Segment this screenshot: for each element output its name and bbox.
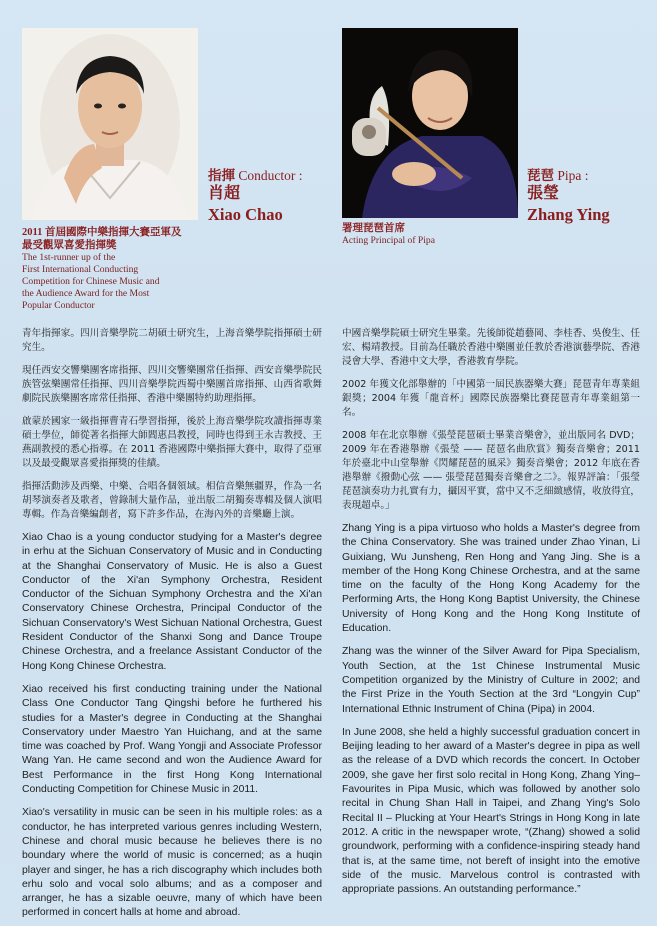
zhang-role-zh: 琵琶 xyxy=(527,168,554,183)
xiao-chao-portrait xyxy=(22,28,198,220)
xiao-caption-en-4: the Audience Award for the Most xyxy=(22,288,150,299)
zhang-role-line xyxy=(527,164,610,184)
xiao-caption-en-3: Competition for Chinese Music and xyxy=(22,276,160,287)
zhang-position-caption xyxy=(342,222,542,247)
zhang-bio-en-3: In June 2008, she held a highly successful graduation concert in Beijing leading to her award of a Master's degree in pipa as well as the release of a DVD which records the concert. In October 2009, she gave her first solo recital in Hong Kong, Zhang Ying–Favourites in Pipa Music, which was followed by another solo recital in Chung Shan Hall in Taipei, and Zhang Ying's Solo Recital II – Plucking at Your Heart's Strings in Hong Kong in late 2012. A critic in the newspaper wrote, “(Zhang) showed a solid groundwork, performing with a confidence-inspiring steady hand that is, at the same time, not bereft of insight into the emotive side of the music. Marvelous control is contrasted with appropriate passions. An outstanding performance.” xyxy=(342,726,640,896)
zhang-bio-zh-3: 2008 年在北京舉辦《張瑩琵琶碩士畢業音樂會》，並出版同名 DVD；2009 年在香港舉辦《張瑩 —— 琵琶名曲欣賞》獨奏音樂會；2011 年於臺北中山堂舉辦《閃耀琵琶的風采》獨奏音樂會；2012 年底在香港舉辦《撥動心弦 —— 張瑩琵琶獨奏音樂會之二》。報界評論：「張瑩琵琶演奏功力扎實有力，攝因平實，當中又不乏細緻感情，收放得宜，表現超卓。」 xyxy=(342,430,640,511)
xiao-chao-portrait-image xyxy=(22,28,198,220)
xiao-role-zh: 指揮 xyxy=(208,168,235,183)
xiao-bio-zh-1: 青年指揮家。四川音樂學院二胡碩士研究生，上海音樂學院指揮碩士研究生。 xyxy=(22,328,322,353)
xiao-role-line xyxy=(208,164,303,184)
zhang-ying-role-block xyxy=(527,164,610,226)
zhang-caption-zh-1: 署理琵琶首席 xyxy=(342,223,405,234)
zhang-bio-zh-1: 中國音樂學院碩士研究生畢業。先後師從趙藝岡、李桂香、吳俊生、任宏、楊靖教授。目前為任職於香港中樂團並任教於香港演藝學院、香港浸會大學、香港中文大學，香港教育學院。 xyxy=(342,328,640,367)
xiao-role-en: Conductor : xyxy=(238,168,303,183)
zhang-role-en: Pipa : xyxy=(557,168,589,183)
xiao-bio-en-2: Xiao received his first conducting training under the National Class One Conductor Tang Qingshi before he furthered his studies for a Master's degree in Conducting at the Shanghai Conservatory under Maestro Yan Huichang, and at the same time was coached by Prof. Wang Yongji and Associate Professor Wang Yan. He came second and won the Audience Award for Best Performance in the first Hong Kong International Conducting Competition for Chinese Music in 2011. xyxy=(22,683,322,796)
xiao-name-zh: 肖超 xyxy=(208,185,241,202)
xiao-bio-en-1: Xiao Chao is a young conductor studying for a Master's degree in erhu at the Sichuan Conservatory of Music and in Conducting at the Shanghai Conservatory of Music. He is also a Guest Conductor of the Xi'an Symphony Orchestra, Resident Conductor of the Sichuan Symphony Orchestra and the Xi'an Conservatory Chinese Orchestra, Principal Conductor of the Sichuan Conservatory's West Sichuan National Orchestra, Guest Resident Conductor of the Shanxi Song and Dance Troupe Chinese Orchestra, and a freelance Assistant Conductor of the Hong Kong Chinese Orchestra. xyxy=(22,532,322,672)
xiao-caption-en-1: The 1st-runner up of the xyxy=(22,252,116,263)
zhang-bio-en-2: Zhang was the winner of the Silver Award for Pipa Specialism, Youth Section, at the 1st Chinese Instrumental Music Competition organized by the Ministry of Culture in 2002; and the First Prize in the Youth Section at the 3rd “Longyin Cup” International Ethnic Instrument of China (Pipa) in 2004. xyxy=(342,646,640,715)
xiao-name-en: Xiao Chao xyxy=(208,205,283,224)
xiao-bio-zh-3: 啟蒙於國家一級指揮曹青石學習指揮，後於上海音樂學院攻讀指揮專業碩士學位，師從著名指揮大師閻惠昌教授，同時也得到王永吉教授、王燕副教授的悉心指導。在 2011 香港國際中樂指揮大賽中，取得了亞軍以及最受觀眾喜愛指揮獎的佳績。 xyxy=(22,416,322,469)
xiao-bio-zh-2: 現任西安交響樂團客席指揮、四川交響樂團常任指揮、西安音樂學院民族管弦樂團常任指揮、四川音樂學院西蜀中樂團首席指揮、山西省歌舞劇院民族樂團客席常任指揮、香港中樂團特約助理指揮。 xyxy=(22,365,322,404)
xiao-award-caption xyxy=(22,226,222,312)
xiao-caption-zh-2: 最受觀眾喜愛指揮獎 xyxy=(22,240,117,251)
zhang-ying-biography xyxy=(342,327,640,906)
zhang-name-zh: 張瑩 xyxy=(527,185,560,202)
xiao-chao-role-block xyxy=(208,164,303,226)
zhang-ying-portrait xyxy=(342,28,518,218)
zhang-ying-portrait-image xyxy=(342,28,518,218)
zhang-bio-zh-2: 2002 年獲文化部舉辦的「中國第一屆民族器樂大賽」琵琶青年專業組銀獎；2004 年獲「龍音杯」國際民族器樂比賽琵琶青年專業組第一名。 xyxy=(342,379,640,418)
xiao-bio-zh-4: 指揮活動涉及西樂、中樂、合唱各個領域。相信音樂無疆界，作為一名胡琴演奏者及歌者，曾錄制大量作品，並出版二胡獨奏專輯及個人演唱專輯。作為音樂編創者，寫下許多作品，在海內外的音樂廳上演。 xyxy=(22,481,322,520)
xiao-caption-en-2: First International Conducting xyxy=(22,264,139,275)
xiao-chao-biography xyxy=(22,327,322,926)
xiao-caption-zh-1: 2011 首屆國際中樂指揮大賽亞軍及 xyxy=(22,227,182,238)
zhang-caption-en-1: Acting Principal of Pipa xyxy=(342,235,435,246)
xiao-caption-en-5: Popular Conductor xyxy=(22,300,95,311)
zhang-name-en: Zhang Ying xyxy=(527,205,610,224)
zhang-bio-en-1: Zhang Ying is a pipa virtuoso who holds a Master's degree from the China Conservatory. She was trained under Zhao Yinan, Li Guixiang, Wu Junsheng, Ren Hong and Yang Jing. She is a member of the Hong Kong Chinese Orchestra, and at the same time on the faculty of the Hong Kong Academy for the Performing Arts, the Hong Kong Baptist University, the Chinese University of Hong Kong and the Hong Kong Institute of Education. xyxy=(342,523,640,635)
xiao-bio-en-3: Xiao's versatility in music can be seen in his multiple roles: as a conductor, he has interpreted various genres including Western, Chinese and choral music because he believes there is no boundary where the world of music is concerned; as a huqin player and singer, he has a rich discography which includes both erhu solo and vocal solo albums; and as a composer and arranger, he has a sizable oeuvre, many of which have been performed in concert halls at home and abroad. xyxy=(22,807,322,919)
